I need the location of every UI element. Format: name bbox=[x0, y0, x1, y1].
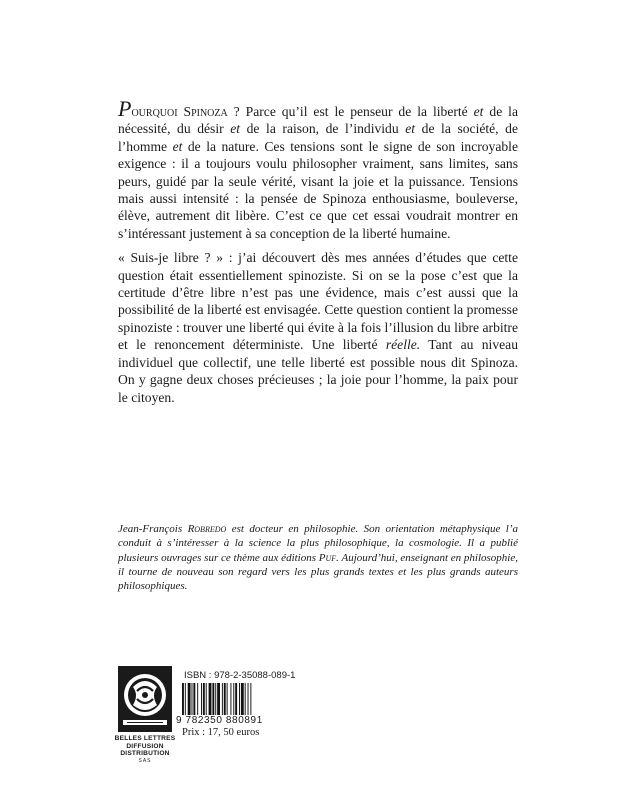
barcode-bar bbox=[233, 683, 234, 715]
barcode-bar bbox=[224, 683, 226, 715]
publisher-name bbox=[112, 735, 178, 765]
barcode-bar bbox=[206, 683, 207, 715]
barcode-bar bbox=[182, 683, 184, 719]
author-first-name: Jean-François bbox=[118, 523, 188, 535]
barcode-bar bbox=[215, 683, 216, 715]
barcode-bar bbox=[197, 683, 198, 715]
text-span: est docteur en philosophie. Son orientation métaphysique l’a conduit à s’intéresser à la science la plus philosophique, la cosmologie. Il a publié plusieurs ouvrages sur ce thème aux éditions bbox=[118, 523, 518, 564]
text-span: de la nature. Ces tensions sont le signe de son incroyable exigence : il a toujours voulu philosopher vraiment, sans limites, sans peurs, guidé par la seule vérité, visant la joie et la puissance. Tensions mais aussi intensité : la pensée de Spinoza enthousiasme, bouleverse, élève, autrement dit libère. C’est ce que cet essai voudrait montrer en s’intéressant justement à sa conception de la liberté humaine. bbox=[118, 138, 518, 241]
author-surname: Robredo bbox=[187, 523, 227, 535]
barcode-bar bbox=[230, 683, 231, 715]
text-span: de la société, de l’homme bbox=[118, 121, 518, 154]
title-smallcaps: ourquoi Spinoza bbox=[131, 104, 228, 119]
barcode-bar bbox=[203, 683, 205, 715]
main-text bbox=[118, 96, 518, 413]
paragraph-2 bbox=[118, 249, 518, 406]
emphasis: réelle. bbox=[385, 337, 421, 353]
barcode-bar bbox=[185, 683, 186, 719]
barcode-bar bbox=[193, 683, 195, 715]
barcode-bar bbox=[241, 683, 244, 715]
dropcap: P bbox=[118, 96, 132, 121]
isbn-label: ISBN : 978-2-35088-089-1 bbox=[184, 670, 296, 681]
text-span: de la raison, de l’individu bbox=[240, 121, 406, 137]
emphasis: et bbox=[405, 121, 416, 137]
text-span: Tant au niveau individuel que collectif, une telle liberté est possible nous dit Spinoza. On y gagne deux choses précieuses ; la joie pour l’homme, la paix pour le citoyen. bbox=[118, 337, 518, 405]
price: Prix : 17, 50 euros bbox=[182, 727, 260, 738]
barcode-bar bbox=[188, 683, 191, 715]
publisher-line: SAS bbox=[138, 757, 152, 764]
barcode-bar bbox=[209, 683, 212, 715]
publisher-mention: Puf bbox=[318, 551, 337, 564]
barcode-bar bbox=[248, 683, 249, 715]
barcode-bar bbox=[245, 683, 246, 715]
barcode-bar bbox=[192, 683, 193, 715]
barcode-bar bbox=[250, 683, 251, 719]
barcode-bar bbox=[201, 683, 202, 715]
text-span: « Suis-je libre ? » : j’ai découvert dès mes années d’études que cette question était essentiellement spinoziste. Si on se la pose c’est que la certitude d’être libre n’est pas une évidence, mais c’est aussi que la possibilité de la liberté est envisagée. Cette question contient la promesse spinoziste : trouver une liberté qui évite à la fois l’illusion du libre arbitre et le renoncement déterministe. Une liberté bbox=[118, 250, 518, 353]
barcode-bar bbox=[239, 683, 240, 715]
publisher-line: BELLES LETTRES bbox=[114, 735, 176, 742]
barcode-bar bbox=[212, 683, 214, 715]
text-span: de la nécessité, du désir bbox=[118, 104, 518, 137]
barcode-bar bbox=[227, 683, 228, 715]
barcode-bar bbox=[217, 683, 220, 719]
emphasis: et bbox=[473, 104, 484, 119]
text-span: ? Parce qu’il est le penseur de la liberté bbox=[227, 104, 474, 119]
paragraph-1 bbox=[118, 96, 518, 242]
barcode-bar bbox=[222, 683, 223, 715]
publisher-line: DISTRIBUTION bbox=[120, 750, 170, 758]
publisher-logo-icon bbox=[117, 665, 173, 733]
text-span: . Aujourd’hui, enseignant en philosophie, il tourne de nouveau son regard vers les plus grands textes et les plus grands auteurs philosophiques. bbox=[118, 551, 518, 593]
author-bio bbox=[118, 522, 518, 593]
publisher-line: DIFFUSION bbox=[126, 742, 164, 750]
barcode-digits: 9 782350 880891 bbox=[176, 715, 276, 726]
emphasis: et bbox=[172, 138, 183, 154]
emphasis: et bbox=[230, 121, 241, 137]
barcode-bar bbox=[235, 683, 237, 715]
